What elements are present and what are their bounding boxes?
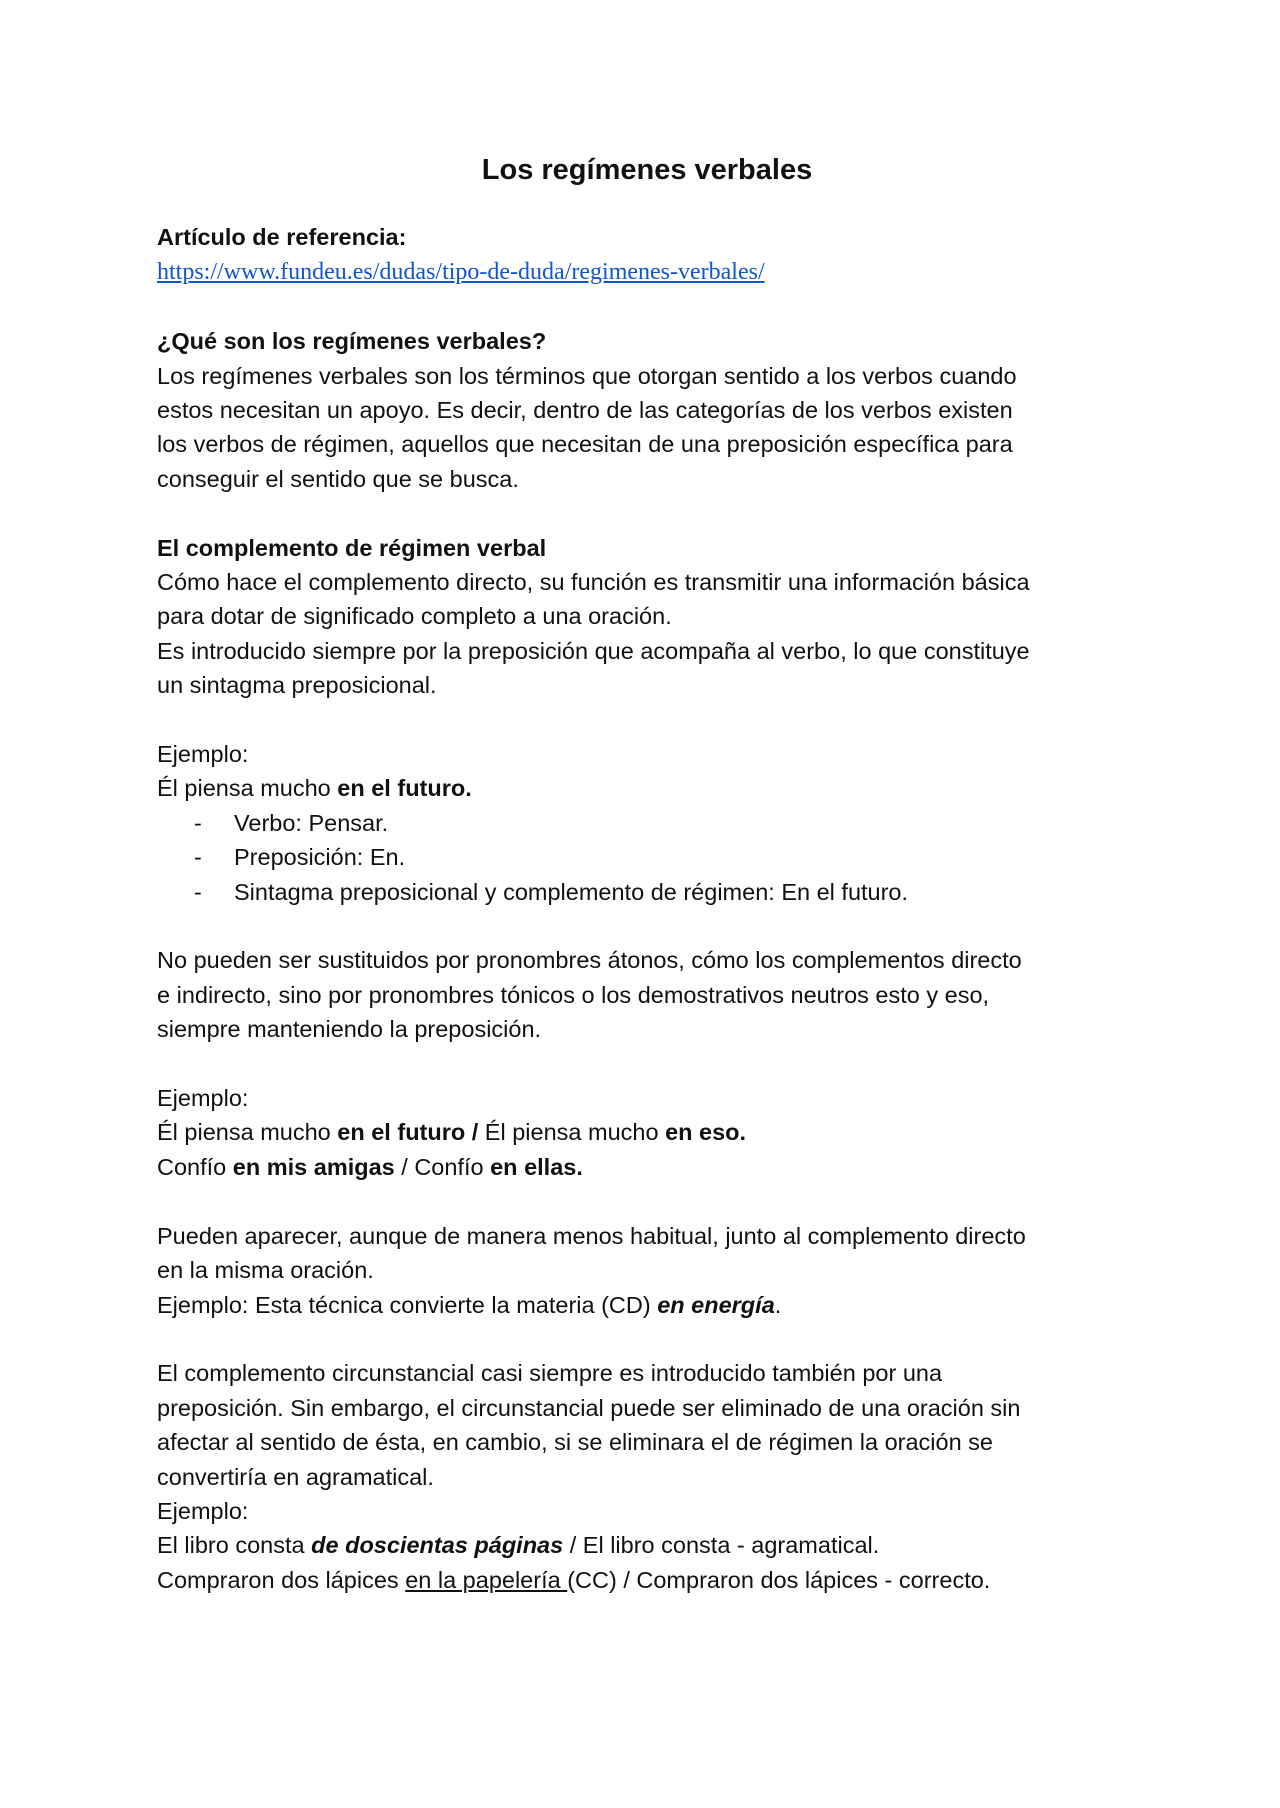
reference-link-line: [157, 254, 1137, 289]
paragraph4-line: Pueden aparecer, aunque de manera menos habitual, junto al complemento directo: [157, 1222, 1026, 1249]
example1-sentence-bold: en el futuro.: [337, 775, 472, 802]
paragraph5-label: Ejemplo:: [157, 1497, 249, 1524]
section2-line: para dotar de significado completo a una oración.: [157, 603, 672, 630]
paragraph5-line: afectar al sentido de ésta, en cambio, si se eliminara el de régimen la oración se: [157, 1429, 994, 1456]
paragraph3-line: No pueden ser sustituidos por pronombres átonos, cómo los complementos directo: [157, 947, 1022, 974]
text-run: Ejemplo: Esta técnica convierte la materia (CD): [157, 1291, 658, 1318]
spacer: [157, 909, 1137, 943]
text-run-bold: en eso.: [665, 1119, 747, 1146]
example2-label: Ejemplo:: [157, 1085, 249, 1112]
section1-line: estos necesitan un apoyo. Es decir, dentro de las categorías de los verbos existen: [157, 397, 1013, 424]
document-page: [157, 150, 1137, 1597]
spacer: [157, 1184, 1137, 1218]
example1-sentence: [157, 771, 1137, 805]
paragraph3-line: siempre manteniendo la preposición.: [157, 1016, 542, 1043]
spacer: [157, 290, 1137, 324]
text-run: (CC) / Compraron dos lápices - correcto.: [567, 1566, 991, 1593]
text-run-underlined: en la papelería: [405, 1566, 568, 1593]
text-run-bold-italic: en energía: [657, 1291, 775, 1318]
list-item-text: Verbo: Pensar.: [234, 809, 389, 836]
paragraph5-example2: [157, 1563, 1137, 1597]
list-item: [157, 875, 1137, 909]
text-run: Él piensa mucho: [157, 1119, 338, 1146]
section2-heading: El complemento de régimen verbal: [157, 534, 547, 561]
section1-line: Los regímenes verbales son los términos que otorgan sentido a los verbos cuando: [157, 362, 1017, 389]
list-item-text: Sintagma preposicional y complemento de régimen: En el futuro.: [234, 878, 909, 905]
text-run-bold: en el futuro /: [337, 1119, 479, 1146]
paragraph4-line: en la misma oración.: [157, 1257, 374, 1284]
section1-line: los verbos de régimen, aquellos que necesitan de una preposición específica para: [157, 431, 1013, 458]
spacer: [157, 496, 1137, 530]
section1-heading: ¿Qué son los regímenes verbales?: [157, 328, 547, 355]
example2-line2: [157, 1150, 1137, 1184]
list-item: [157, 806, 1137, 840]
paragraph5-example1: [157, 1528, 1137, 1562]
paragraph5-line: preposición. Sin embargo, el circunstancial puede ser eliminado de una oración sin: [157, 1394, 1021, 1421]
dash-bullet: -: [194, 878, 202, 905]
spacer: [157, 703, 1137, 737]
example1-list: [157, 806, 1137, 909]
example1-label: Ejemplo:: [157, 741, 249, 768]
text-run: .: [774, 1291, 782, 1318]
spacer: [157, 1047, 1137, 1081]
section2-line: Es introducido siempre por la preposición que acompaña al verbo, lo que constituye: [157, 637, 1030, 664]
text-run: Compraron dos lápices: [157, 1566, 406, 1593]
section2-line: un sintagma preposicional.: [157, 672, 437, 699]
text-run-bold-italic: de doscientas páginas: [311, 1532, 564, 1559]
text-run: Confío: [157, 1153, 233, 1180]
text-run-bold: en ellas.: [490, 1153, 583, 1180]
example2-line1: [157, 1115, 1137, 1149]
dash-bullet: -: [194, 844, 202, 871]
reference-label: Artículo de referencia:: [157, 224, 407, 250]
text-run: El libro consta: [157, 1532, 312, 1559]
paragraph5-line: convertiría en agramatical.: [157, 1463, 434, 1490]
text-run: Él piensa mucho: [478, 1119, 666, 1146]
paragraph3-line: e indirecto, sino por pronombres tónicos o los demostrativos neutros esto y eso,: [157, 981, 990, 1008]
dash-bullet: -: [194, 809, 202, 836]
text-run: / Confío: [394, 1153, 491, 1180]
section1-line: conseguir el sentido que se busca.: [157, 465, 519, 492]
example1-sentence-plain: Él piensa mucho: [157, 775, 338, 802]
reference-link[interactable]: https://www.fundeu.es/dudas/tipo-de-duda/regimenes-verbales/: [157, 259, 765, 286]
spacer: [157, 1322, 1137, 1356]
list-item-text: Preposición: En.: [234, 844, 406, 871]
section2-line: Cómo hace el complemento directo, su función es transmitir una información básica: [157, 569, 1030, 596]
text-run: / El libro consta - agramatical.: [563, 1532, 880, 1559]
paragraph5-line: El complemento circunstancial casi siempre es introducido también por una: [157, 1360, 943, 1387]
list-item: [157, 840, 1137, 874]
document-title: Los regímenes verbales: [481, 154, 813, 186]
paragraph4-example: [157, 1288, 1137, 1322]
text-run-bold: en mis amigas: [232, 1153, 395, 1180]
